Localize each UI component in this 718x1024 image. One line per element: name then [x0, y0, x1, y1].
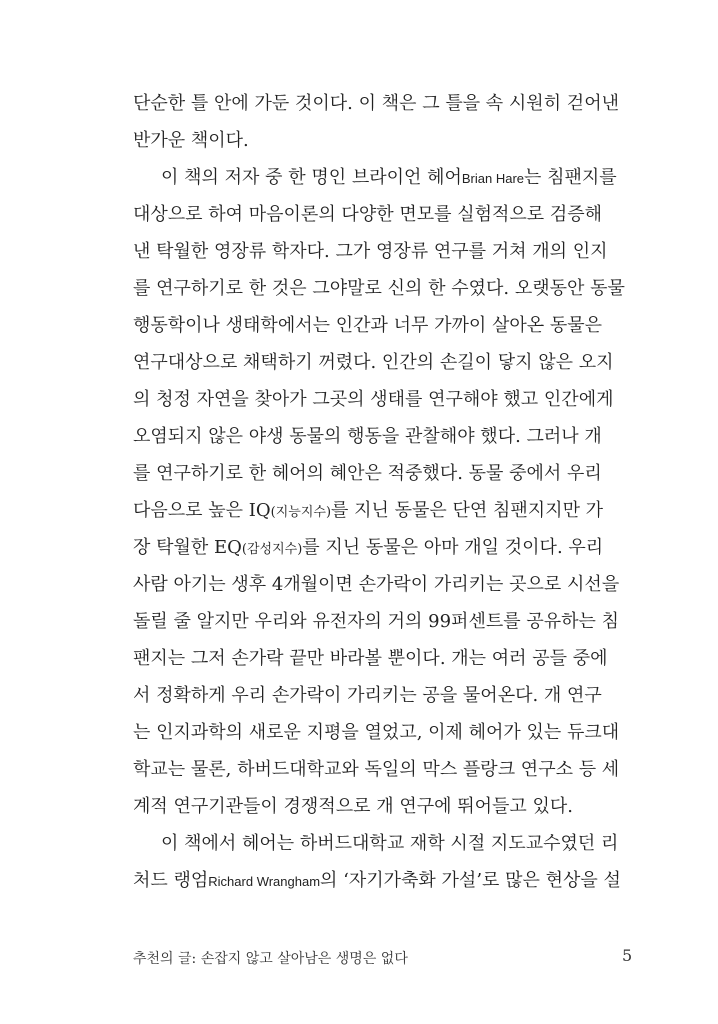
text-line	[133, 455, 602, 492]
text-run: 단순한 틀 안에 가둔 것이다. 이 책은 그 틀을 속 시원히 걷어낸	[133, 93, 619, 114]
text-line	[133, 307, 603, 344]
body-text	[133, 85, 625, 899]
text-run: 행동학이나 생태학에서는 인간과 너무 가까이 살아온 동물은	[133, 315, 603, 336]
text-line	[133, 751, 620, 788]
text-line	[133, 862, 621, 899]
inline-annotation: (지능지수)	[270, 505, 332, 520]
text-line	[133, 566, 620, 603]
text-line	[133, 122, 589, 159]
text-line	[133, 640, 608, 677]
text-line	[133, 418, 602, 455]
text-run: 사람 아기는 생후 4개월이면 손가락이 가리키는 곳으로 시선을	[133, 574, 620, 595]
text-line	[133, 714, 620, 751]
inline-annotation: (감성지수)	[241, 542, 303, 557]
text-line	[133, 788, 589, 825]
text-run: 처드 랭엄	[133, 870, 209, 891]
text-run: 를 연구하기로 한 것은 그야말로 신의 한 수였다. 오랫동안 동물	[133, 278, 625, 299]
text-line	[133, 492, 604, 529]
text-line	[133, 270, 625, 307]
inline-annotation: Brian Hare	[461, 171, 525, 186]
text-run: 반가운 책이다.	[133, 130, 249, 151]
text-run: 이 책에서 헤어는 하버드대학교 재학 시절 지도교수였던 리	[161, 833, 619, 854]
text-run: 서 정확하게 우리 손가락이 가리키는 공을 물어온다. 개 연구	[133, 685, 602, 706]
page-number: 5	[622, 946, 633, 965]
text-line	[133, 381, 614, 418]
text-line	[133, 85, 619, 122]
running-footer-title: 추천의 글: 손잡지 않고 살아남은 생명은 없다	[133, 951, 408, 967]
inline-annotation: Richard Wrangham	[208, 874, 321, 889]
text-run: 계적 연구기관들이 경쟁적으로 개 연구에 뛰어들고 있다.	[133, 796, 573, 817]
text-line	[133, 603, 619, 640]
text-run: 를 연구하기로 한 헤어의 혜안은 적중했다. 동물 중에서 우리	[133, 463, 602, 484]
text-run: 다음으로 높은 IQ	[133, 500, 271, 521]
text-run: 를 지닌 동물은 단연 침팬지지만 가	[331, 500, 604, 521]
text-line	[133, 529, 604, 566]
text-run: 돌릴 줄 알지만 우리와 유전자의 거의 99퍼센트를 공유하는 침	[133, 611, 619, 632]
text-run: 이 책의 저자 중 한 명인 브라이언 헤어	[161, 167, 462, 188]
text-run: 낸 탁월한 영장류 학자다. 그가 영장류 연구를 거쳐 개의 인지	[133, 241, 608, 262]
text-run: 대상으로 하여 마음이론의 다양한 면모를 실험적으로 검증해	[133, 204, 603, 225]
text-run: 를 지닌 동물은 아마 개일 것이다. 우리	[302, 537, 604, 558]
text-line	[133, 344, 614, 381]
text-run: 팬지는 그저 손가락 끝만 바라볼 뿐이다. 개는 여러 공들 중에	[133, 648, 608, 669]
text-run: 장 탁월한 EQ	[133, 537, 242, 558]
text-line	[133, 196, 603, 233]
text-run: 오염되지 않은 야생 동물의 행동을 관찰해야 했다. 그러나 개	[133, 426, 602, 447]
text-run: 의 청정 자연을 찾아가 그곳의 생태를 연구해야 했고 인간에게	[133, 389, 614, 410]
text-run: 의 ‘자기가축화 가설’로 많은 현상을 설	[320, 870, 621, 891]
text-line	[133, 825, 619, 862]
text-line	[133, 677, 602, 714]
text-run: 학교는 물론, 하버드대학교와 독일의 막스 플랑크 연구소 등 세	[133, 759, 620, 780]
text-line	[133, 233, 608, 270]
text-line	[133, 159, 617, 196]
text-run: 는 인지과학의 새로운 지평을 열었고, 이제 헤어가 있는 듀크대	[133, 722, 620, 743]
text-run: 연구대상으로 채택하기 꺼렸다. 인간의 손길이 닿지 않은 오지	[133, 352, 614, 373]
text-run: 는 침팬지를	[524, 167, 617, 188]
